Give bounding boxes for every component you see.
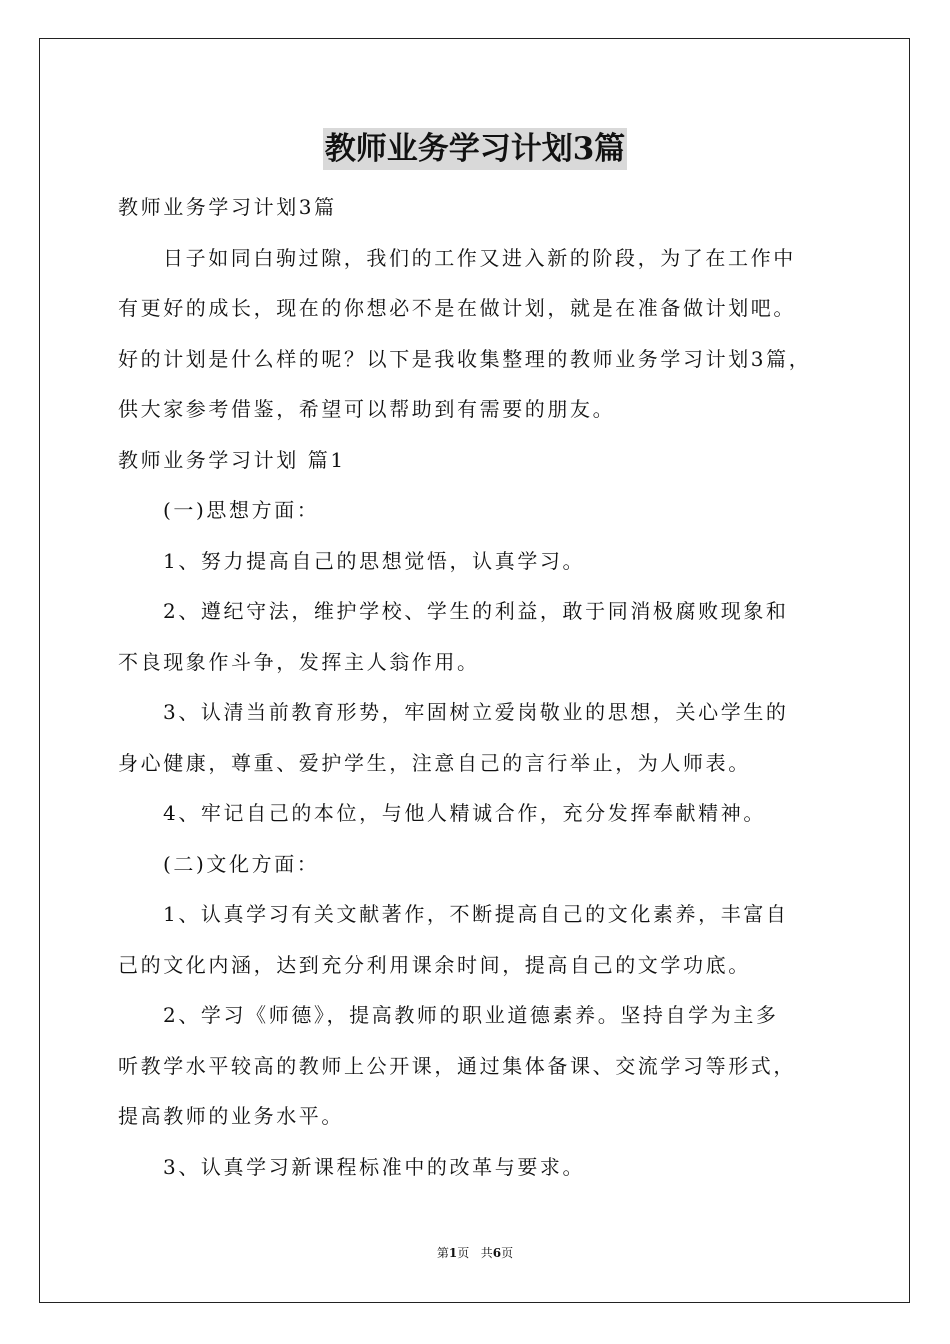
body-line: 1、认真学习有关文献著作，不断提高自己的文化素养，丰富自 <box>163 902 789 926</box>
document-title-text: 教师业务学习计划3篇 <box>323 128 628 170</box>
body-line: 3、认清当前教育形势，牢固树立爱岗敬业的思想，关心学生的 <box>163 700 789 724</box>
body-line: 身心健康，尊重、爱护学生，注意自己的言行举止，为人师表。 <box>118 750 751 775</box>
body-line: 4、牢记自己的本位，与他人精诚合作，充分发挥奉献精神。 <box>163 801 766 825</box>
footer-total-suffix: 页 <box>501 1246 514 1260</box>
body-line: 2、遵纪守法，维护学校、学生的利益，敢于同消极腐败现象和 <box>163 599 789 623</box>
subsection-heading: (二)文化方面： <box>163 851 320 876</box>
footer-page-prefix: 第 <box>436 1246 449 1260</box>
body-line: 听教学水平较高的教师上公开课，通过集体备课、交流学习等形式， <box>118 1053 796 1078</box>
body-line: 己的文化内涵，达到充分利用课余时间，提高自己的文学功底。 <box>118 952 751 977</box>
document-body <box>118 182 838 1192</box>
page-footer <box>0 1245 950 1261</box>
body-line: 供大家参考借鉴，希望可以帮助到有需要的朋友。 <box>118 397 616 421</box>
body-line: 提高教师的业务水平。 <box>118 1104 344 1128</box>
footer-page-number: 1 <box>448 1246 458 1260</box>
subsection-heading: (一)思想方面： <box>163 498 320 522</box>
body-line: 不良现象作斗争，发挥主人翁作用。 <box>118 649 480 674</box>
body-line: 1、努力提高自己的思想觉悟，认真学习。 <box>163 548 586 573</box>
footer-total-pages: 6 <box>492 1246 502 1260</box>
body-line: 3、认真学习新课程标准中的改革与要求。 <box>163 1154 586 1179</box>
body-line: 教师业务学习计划3篇 <box>118 195 337 219</box>
body-line: 有更好的成长，现在的你想必不是在做计划，就是在准备做计划吧。 <box>118 296 796 320</box>
footer-total-prefix: 共 <box>480 1246 493 1260</box>
body-line: 日子如同白驹过隙，我们的工作又进入新的阶段，为了在工作中 <box>163 245 796 270</box>
document-title <box>0 128 950 170</box>
footer-page-suffix: 页 <box>457 1246 470 1260</box>
body-line: 2、学习《师德》，提高教师的职业道德素养。坚持自学为主多 <box>163 1003 779 1027</box>
body-line: 好的计划是什么样的呢？以下是我收集整理的教师业务学习计划3篇， <box>118 346 812 371</box>
section-heading: 教师业务学习计划 篇1 <box>118 447 346 472</box>
